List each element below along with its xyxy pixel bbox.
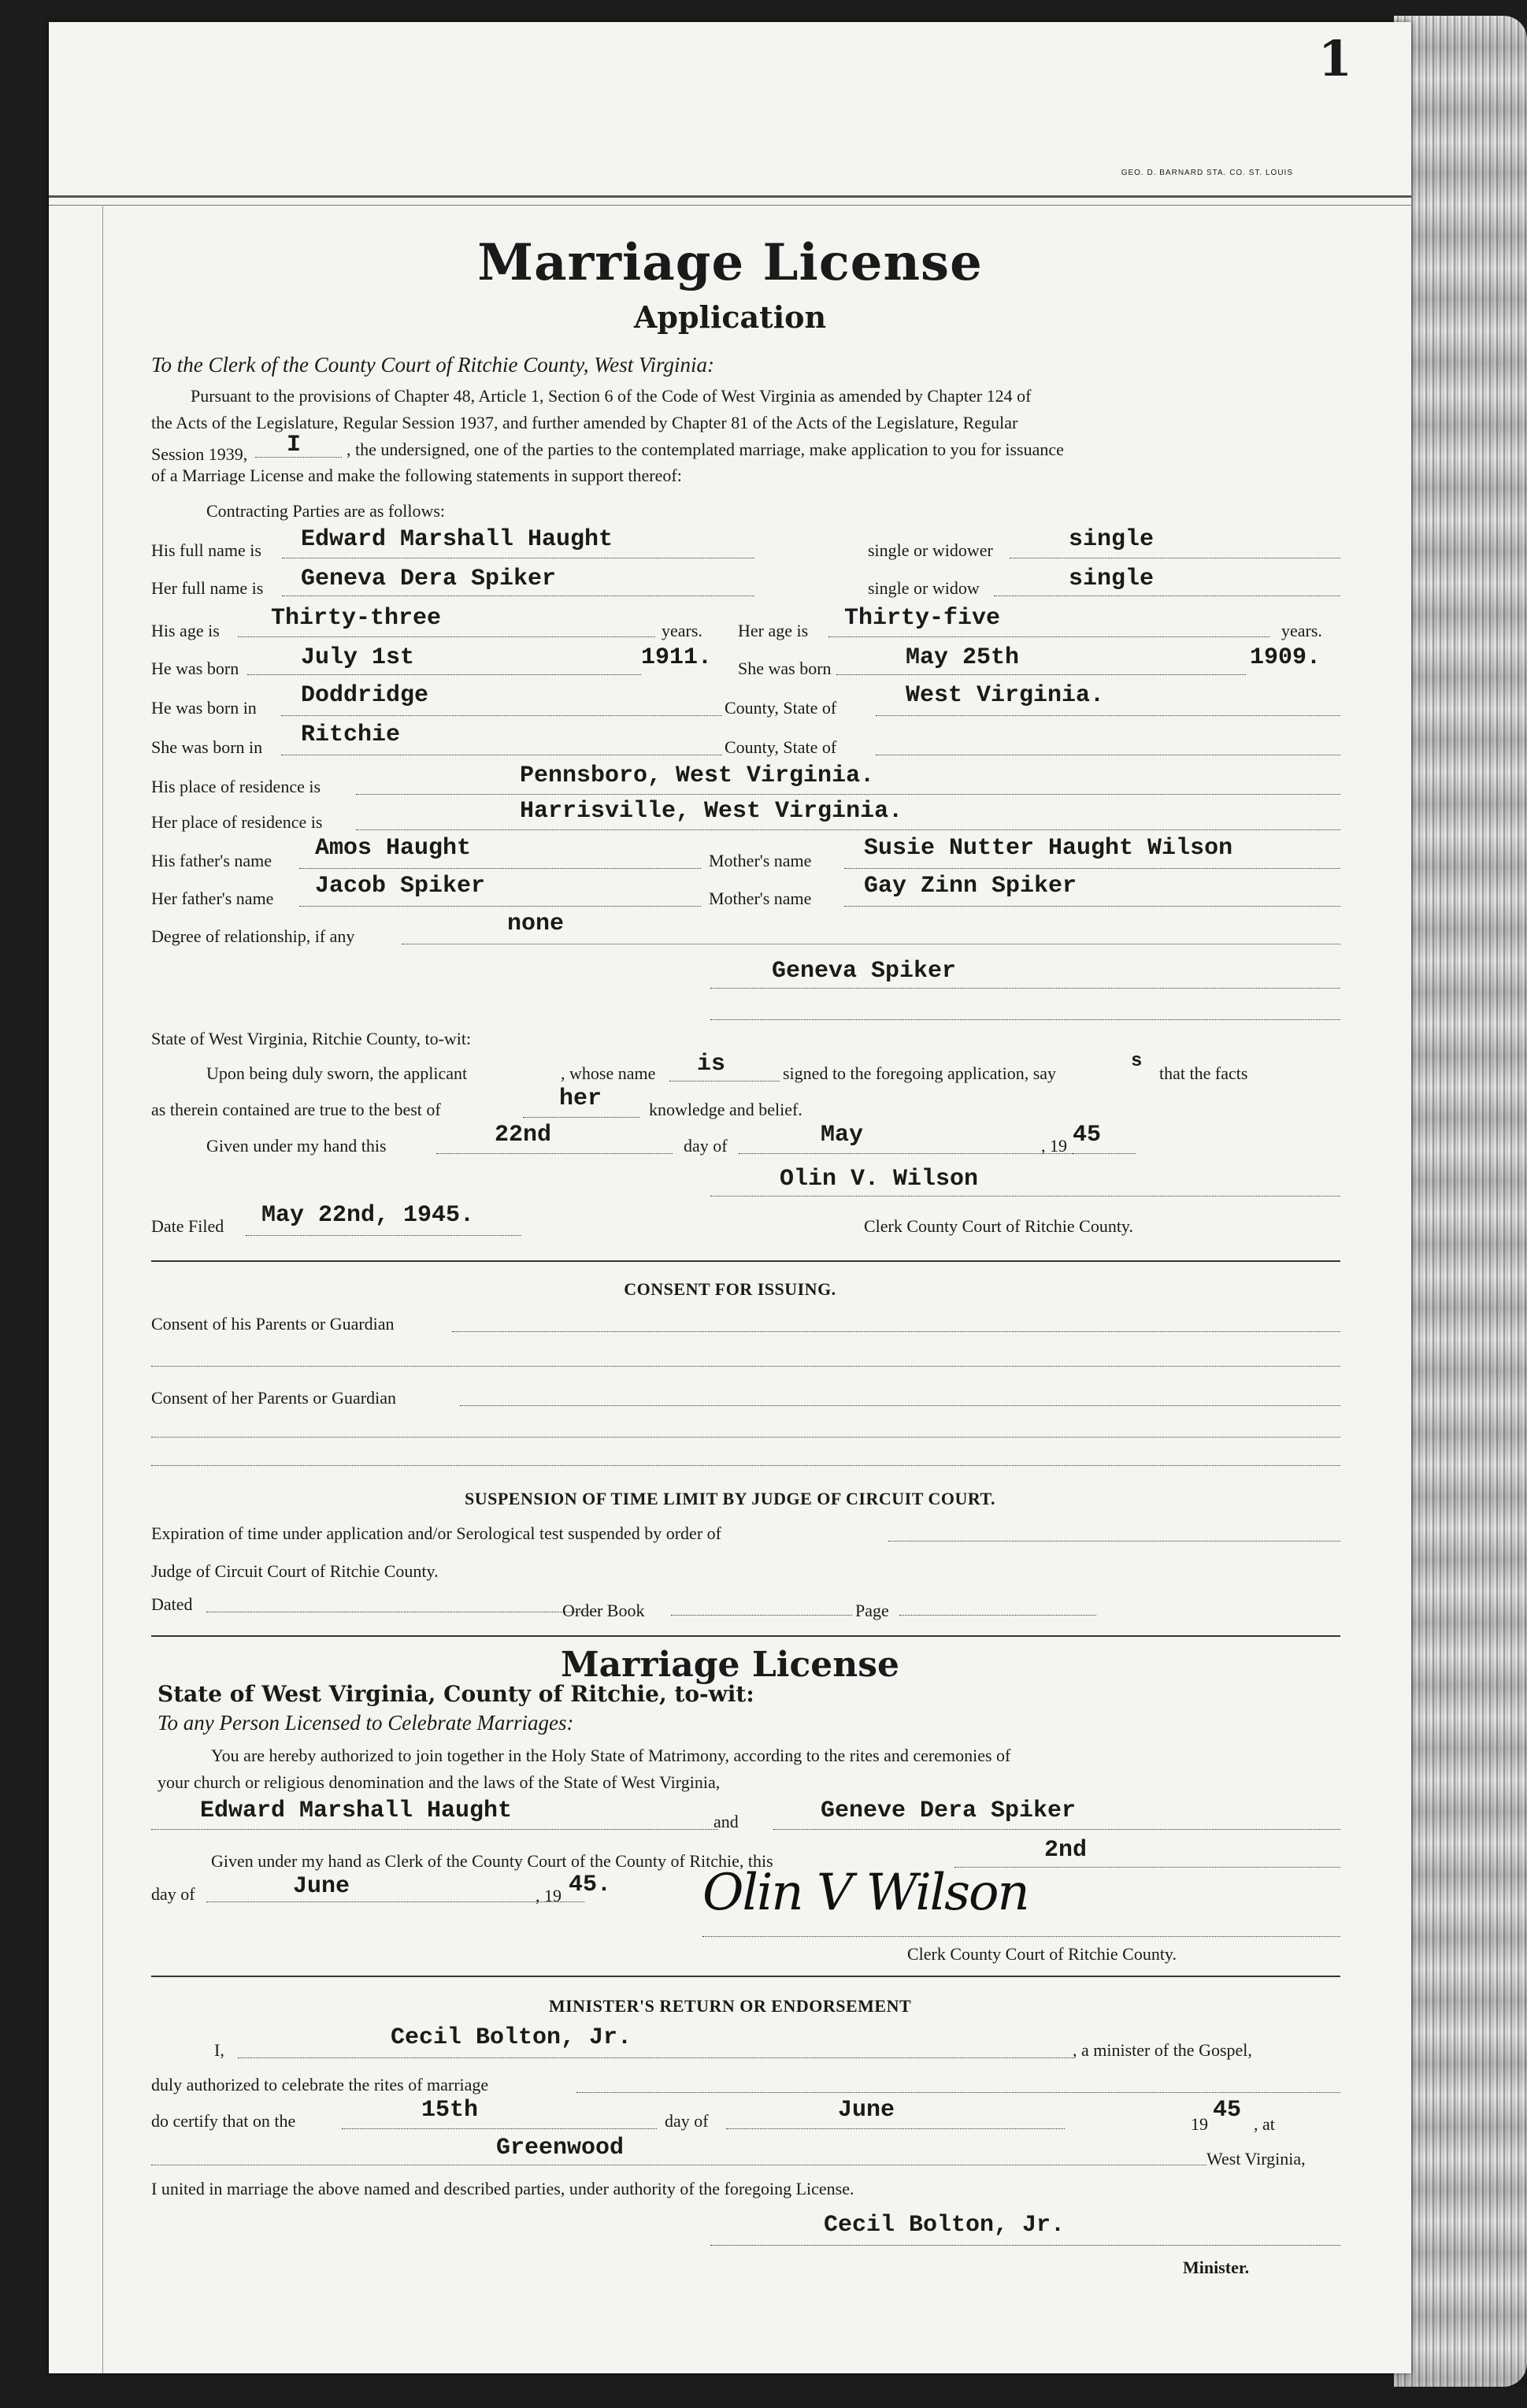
minister-year: 45 <box>1213 2097 1242 2124</box>
suspension-dated-label: Dated <box>151 1594 193 1614</box>
she-born-year: 1909. <box>1250 644 1321 671</box>
oath-clerk-title: Clerk County Court of Ritchie County. <box>864 1216 1133 1236</box>
oath-is-word: is <box>697 1051 726 1078</box>
his-status-value: single <box>1069 526 1155 553</box>
frame-rule-top <box>49 195 1411 198</box>
she-born-in-label: She was born in <box>151 737 263 757</box>
he-born-in-label: He was born in <box>151 698 257 718</box>
minister-heading: MINISTER'S RETURN OR ENDORSEMENT <box>548 1996 912 2016</box>
minister-place: Greenwood <box>496 2135 625 2161</box>
his-full-name-value: Edward Marshall Haught <box>301 526 613 553</box>
she-born-label: She was born <box>738 659 832 678</box>
license-clerk-title: Clerk County Court of Ritchie County. <box>907 1944 1177 1964</box>
her-mother-label: Mother's name <box>709 889 812 908</box>
oath-day-of-label: day of <box>684 1136 728 1156</box>
she-born-date: May 25th <box>906 644 1020 671</box>
intro-line-1: Pursuant to the provisions of Chapter 48, Article 1, Section 6 of the Code of West Virginia as amended by Chapter 124 of <box>191 386 1032 406</box>
license-text-2: your church or religious denomination and the laws of the State of West Virginia, <box>158 1772 721 1792</box>
her-full-name-value: Geneva Dera Spiker <box>301 566 557 592</box>
document-subtitle: Application <box>633 299 827 335</box>
intro-line-2: the Acts of the Legislature, Regular Session 1937, and further amended by Chapter 81 of the Acts of the Legislature, Regular <box>151 413 1018 432</box>
license-state-line: State of West Virginia, County of Ritchie, to-wit: <box>158 1681 754 1707</box>
minister-month: June <box>838 2097 895 2124</box>
her-age-value: Thirty-five <box>844 605 1001 632</box>
minister-certify: do certify that on the <box>151 2111 296 2131</box>
license-text-1: You are hereby authorized to join together in the Holy State of Matrimony, according to the rites and ceremonies of <box>211 1746 1011 1765</box>
minister-gospel: , a minister of the Gospel, <box>1073 2040 1252 2060</box>
he-born-label: He was born <box>151 659 239 678</box>
his-years-label: years. <box>662 621 702 640</box>
printer-imprint: GEO. D. BARNARD STA. CO. ST. LOUIS <box>1121 169 1293 177</box>
her-mother-value: Gay Zinn Spiker <box>864 873 1077 900</box>
minister-label: Minister. <box>1183 2258 1250 2277</box>
applicant-signature: Geneva Spiker <box>772 958 957 985</box>
her-residence-value: Harrisville, West Virginia. <box>520 798 903 825</box>
minister-wv-label: West Virginia, <box>1206 2149 1306 2169</box>
relationship-value: none <box>507 911 565 937</box>
his-age-label: His age is <box>151 621 220 640</box>
oath-pronoun: her <box>559 1085 602 1112</box>
intro-applicant-word: I <box>287 432 302 458</box>
license-given-year: 45. <box>569 1872 612 1898</box>
minister-signature: Cecil Bolton, Jr. <box>824 2212 1066 2239</box>
consent-heading: CONSENT FOR ISSUING. <box>624 1279 836 1299</box>
license-year-prefix: , 19 <box>536 1886 562 1905</box>
oath-given-year: 45 <box>1073 1122 1102 1148</box>
he-born-in-value: Doddridge <box>301 682 429 709</box>
divider-1 <box>151 1260 1340 1262</box>
clerk-name: Olin V. Wilson <box>780 1166 979 1193</box>
her-age-label: Her age is <box>738 621 809 640</box>
addressee-line: To the Clerk of the County Court of Ritchie County, West Virginia: <box>151 353 714 377</box>
his-mother-label: Mother's name <box>709 851 812 870</box>
license-and-label: and <box>713 1812 739 1831</box>
relationship-label: Degree of relationship, if any <box>151 926 355 946</box>
her-status-value: single <box>1069 566 1155 592</box>
his-father-value: Amos Haught <box>315 835 472 862</box>
license-given-month: June <box>293 1873 350 1900</box>
her-father-value: Jacob Spiker <box>315 873 486 900</box>
license-title: Marriage License <box>560 1645 900 1685</box>
his-residence-label: His place of residence is <box>151 777 321 796</box>
he-born-year: 1911. <box>641 644 713 671</box>
minister-day-of-label: day of <box>665 2111 709 2131</box>
oath-given-month: May <box>821 1122 864 1148</box>
his-status-label: single or widower <box>868 540 993 560</box>
book-page-edges <box>1394 16 1527 2387</box>
oath-line1a: Upon being duly sworn, the applicant <box>206 1063 468 1083</box>
her-residence-label: Her place of residence is <box>151 812 323 832</box>
license-day-of-label: day of <box>151 1884 195 1904</box>
oath-line2b: knowledge and belief. <box>649 1100 802 1119</box>
minister-name: Cecil Bolton, Jr. <box>391 2024 632 2051</box>
minister-at-label: , at <box>1254 2114 1275 2134</box>
oath-state-line: State of West Virginia, Ritchie County, to-wit: <box>151 1029 472 1048</box>
suspension-page-label: Page <box>855 1601 889 1620</box>
intro-line-4: of a Marriage License and make the following statements in support thereof: <box>151 466 682 485</box>
intro-session-label: Session 1939, <box>151 444 248 464</box>
document-title: Marriage License <box>477 233 983 292</box>
divider-2 <box>151 1635 1340 1637</box>
intro-line-3: , the undersigned, one of the parties to the contemplated marriage, make application to you for issuance <box>347 440 1064 459</box>
his-father-label: His father's name <box>151 851 272 870</box>
suspension-heading: SUSPENSION OF TIME LIMIT BY JUDGE OF CIRCUIT COURT. <box>464 1489 996 1508</box>
he-county-state-label: County, State of <box>725 698 837 718</box>
license-given-day: 2nd <box>1044 1837 1088 1864</box>
his-age-value: Thirty-three <box>271 605 442 632</box>
consent-her-label: Consent of her Parents or Guardian <box>151 1388 396 1408</box>
oath-line2a: as therein contained are true to the best of <box>151 1100 441 1119</box>
frame-rule-top-thin <box>49 205 1411 206</box>
license-bride: Geneve Dera Spiker <box>821 1798 1077 1824</box>
his-mother-value: Susie Nutter Haught Wilson <box>864 835 1233 862</box>
date-filed-value: May 22nd, 1945. <box>261 1202 475 1229</box>
she-born-in-value: Ritchie <box>301 722 401 748</box>
her-father-label: Her father's name <box>151 889 274 908</box>
her-status-label: single or widow <box>868 578 980 598</box>
she-county-state-label: County, State of <box>725 737 837 757</box>
suspension-line1: Expiration of time under application and/or Serological test suspended by order of <box>151 1523 721 1543</box>
oath-says-suffix: s <box>1131 1051 1143 1072</box>
license-groom: Edward Marshall Haught <box>200 1798 513 1824</box>
date-filed-label: Date Filed <box>151 1216 224 1236</box>
oath-given-day: 22nd <box>495 1122 552 1148</box>
minister-i-label: I, <box>214 2040 224 2060</box>
suspension-line2: Judge of Circuit Court of Ritchie County. <box>151 1561 439 1581</box>
oath-year-prefix: , 19 <box>1041 1136 1067 1156</box>
minister-day: 15th <box>421 2097 479 2124</box>
her-years-label: years. <box>1281 621 1322 640</box>
oath-line1c: signed to the foregoing application, say <box>783 1063 1057 1083</box>
parties-heading: Contracting Parties are as follows: <box>206 501 446 521</box>
license-clerk-signature: Olin V Wilson <box>702 1864 1029 1922</box>
license-to-line: To any Person Licensed to Celebrate Marriages: <box>158 1711 574 1735</box>
page-number: 1 <box>1318 30 1352 87</box>
her-full-name-label: Her full name is <box>151 578 264 598</box>
his-full-name-label: His full name is <box>151 540 261 560</box>
minister-united: I united in marriage the above named and described parties, under authority of the foregoing License. <box>151 2179 854 2198</box>
his-residence-value: Pennsboro, West Virginia. <box>520 762 875 789</box>
divider-3 <box>151 1976 1340 1977</box>
he-born-state: West Virginia. <box>906 682 1105 709</box>
document-page <box>49 22 1411 2373</box>
minister-year-prefix: 19 <box>1191 2114 1208 2134</box>
minister-authorized: duly authorized to celebrate the rites of marriage <box>151 2075 489 2094</box>
consent-his-label: Consent of his Parents or Guardian <box>151 1314 395 1334</box>
oath-line1d: that the facts <box>1159 1063 1248 1083</box>
license-given-line: Given under my hand as Clerk of the County Court of the County of Ritchie, this <box>211 1851 773 1871</box>
suspension-order-book-label: Order Book <box>562 1601 645 1620</box>
he-born-date: July 1st <box>301 644 415 671</box>
oath-line1b: , whose name <box>561 1063 656 1083</box>
oath-given-label: Given under my hand this <box>206 1136 387 1156</box>
